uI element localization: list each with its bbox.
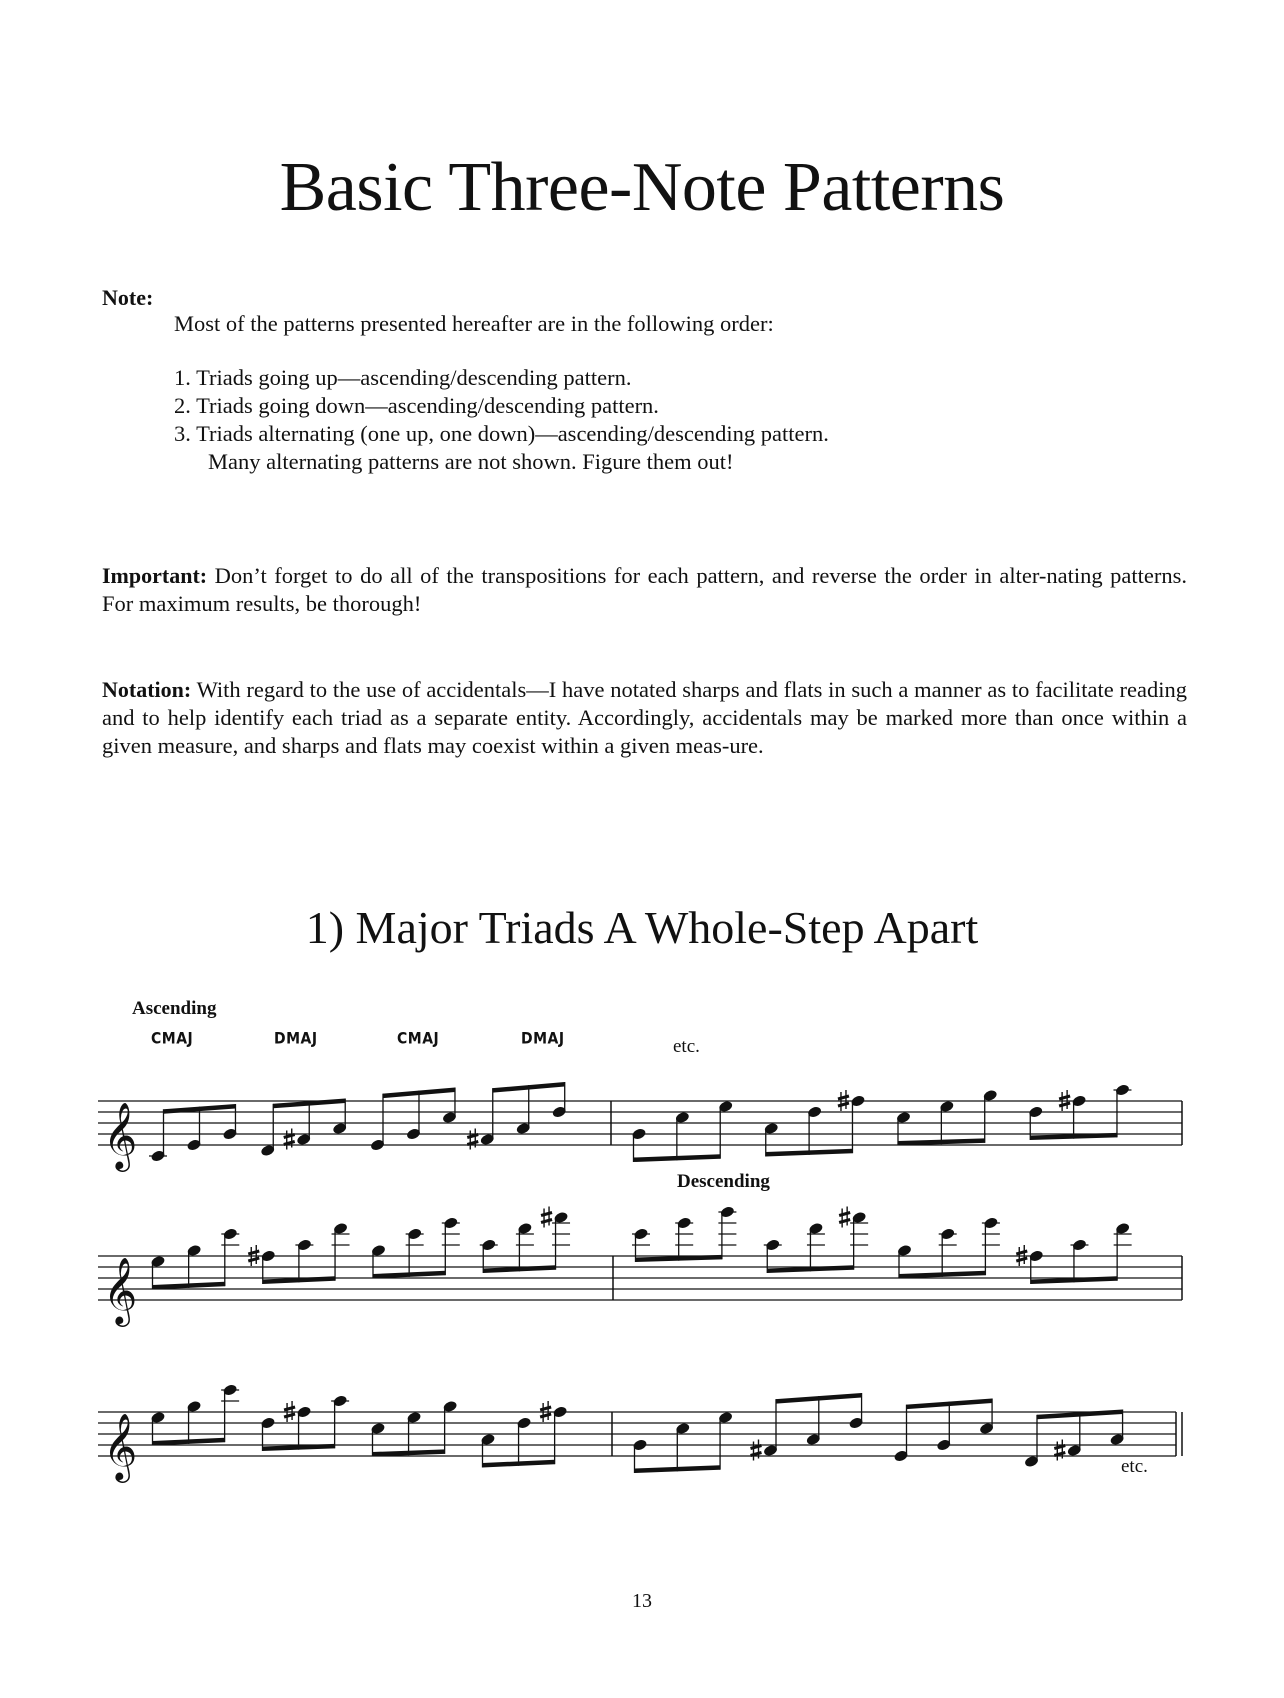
treble-clef-icon: 𝄞 (103, 1412, 138, 1480)
sharp-icon (541, 1207, 552, 1228)
page-title: Basic Three-Note Patterns (279, 149, 1005, 226)
chord-symbol-3: CMAJ (397, 1029, 440, 1049)
page-number: 13 (632, 1590, 652, 1612)
etc-label-bottom: etc. (1121, 1456, 1148, 1477)
sharp-icon (284, 1129, 295, 1150)
exercise-title: 1) Major Triads A Whole-Step Apart (305, 902, 979, 953)
note-item-2: 2. Triads going down—ascending/descending pattern. (174, 393, 659, 418)
note-item-3: 3. Triads alternating (one up, one down)—ascending/descending pattern. (174, 421, 829, 446)
note-label: Note: (102, 285, 154, 310)
note-intro: Most of the patterns presented hereafter are in the following order: (174, 311, 774, 336)
ascending-label: Ascending (132, 998, 217, 1019)
treble-clef-icon: 𝄞 (103, 1256, 138, 1324)
important-text: Don’t forget to do all of the transpositions for each pattern, and reverse the order in alter-nating patterns. For maximum results, be thorough! (102, 563, 1187, 616)
sharp-icon (751, 1440, 762, 1461)
notation-label: Notation: (102, 677, 192, 702)
sharp-icon (1054, 1440, 1065, 1461)
sharp-icon (839, 1207, 850, 1228)
important-label: Important: (102, 563, 208, 588)
note-item-3-remark: Many alternating patterns are not shown. Figure them out! (208, 449, 734, 474)
note-item-1: 1. Triads going up—ascending/descending pattern. (174, 365, 632, 390)
chord-symbol-1: CMAJ (151, 1029, 194, 1049)
notation-text: With regard to the use of accidentals—I have notated sharps and flats in such a manner as to facilitate reading and to help identify each triad as a separate entity. Accordingly, accidentals may be marked more than once within a given measure, and sharps and flats may coexist within a given meas-ure. (102, 677, 1187, 758)
chord-symbol-2: DMAJ (274, 1029, 318, 1049)
descending-label: Descending (677, 1171, 770, 1192)
sharp-icon (467, 1129, 478, 1150)
treble-clef-icon: 𝄞 (103, 1101, 138, 1169)
chord-symbol-4: DMAJ (521, 1029, 565, 1049)
etc-label-top: etc. (673, 1036, 700, 1057)
